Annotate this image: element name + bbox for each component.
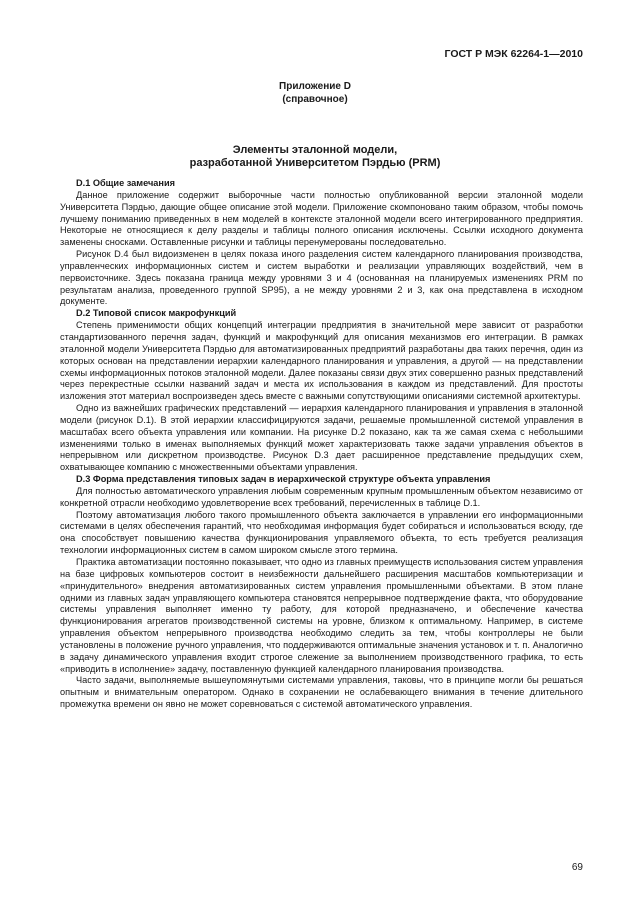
- paragraph-d3-1: Для полностью автоматического управления любым современным крупным промышленным объектом независимо от конкретной отрасли необходимо удовлетворение всех требований, перечисленных в таблице D.1.: [60, 485, 583, 508]
- paragraph-d2-1: Степень применимости общих концепций интеграции предприятия в значительной мере зависит от разработки стандартизованного перечня задач, функций и макрофункций для описания механизмов его интеграции. В рамках эталонной модели Университета Пэрдью для автоматизированных предприятий разработаны два таких перечня, один из которых основан на представлении иерархии календарного планирования и управления, а другой — на представлении схемы информационных потоков эталонной модели. Далее показаны связи двух этих совершенно разных представлений через перекрестные ссылки названий задач и места их использования в каждом из представлений. Для простоты изложения этот материал воспроизведен здесь вместе с важными сопутствующими описаниями системной архитектуры.: [60, 320, 583, 402]
- section-heading-d1: D.1 Общие замечания: [76, 178, 175, 188]
- document-body: [60, 178, 583, 711]
- paragraph-d1-2: Рисунок D.4 был видоизменен в целях показа иного разделения систем календарного планирования производства, управленческих информационных систем и систем выработки и реализации управляющих воздействий, чем в первоисточнике. Здесь показана граница между уровнями 3 и 4 (основанная на планируемых изменениях PRM по результатам анализа, проведенного группой SP95), а не между уровнями 2 и 3, как она представлена в исходном документе.: [60, 249, 583, 307]
- page-number: 69: [571, 862, 583, 873]
- document-title-line1: Элементы эталонной модели,: [232, 144, 398, 156]
- paragraph-d3-4: Часто задачи, выполняемые вышеупомянутыми системами управления, таковы, что в принципе могли бы решаться опытным и внимательным оператором. Однако в сохранении не ослабевающего внимания в течение длительного промежутка времени он явно не может соревноваться с системой автоматического управления.: [60, 675, 583, 710]
- appendix-title: Приложение D: [279, 81, 351, 92]
- section-heading-d2: D.2 Типовой список макрофункций: [76, 308, 237, 319]
- document-title-line2: разработанной Университетом Пэрдью (PRM): [189, 157, 441, 169]
- standard-header: ГОСТ Р МЭК 62264-1—2010: [444, 48, 583, 60]
- section-heading-d3: D.3 Форма представления типовых задач в иерархической структуре объекта управления: [76, 474, 491, 485]
- paragraph-d1-1: Данное приложение содержит выборочные части полностью опубликованной версии эталонной модели Университета Пэрдью, дающие общее описание этой модели. Приложение скомпоновано таким образом, чтобы помочь лучшему пониманию приведенных в нем моделей в контексте эталонной модели всего интегрированного предприятия. Некоторые не относящиеся к делу разделы и таблицы полного описания исключены. Ссылки исходного документа заменены сносками. Оставленные рисунки и таблицы перенумерованы последовательно.: [60, 189, 583, 248]
- paragraph-d3-3: Практика автоматизации постоянно показывает, что одно из главных преимуществ использования систем управления на базе цифровых компьютеров состоит в неизбежности дальнейшего расширения масштабов компьютеризации и «принудительного» внедрения автоматизированных систем управления промышленными объектами. В этом плане одними из главных задач управляющего компьютера становятся непрерывное подтверждение факта, что оборудование системы управления выполняет именно ту работу, для которой предназначено, и обеспечение качества функционирования агрегатов производственной системы на уровне, близком к оптимальному. Например, в системе управления объектом непрерывного производства необходимо следить за тем, чтобы контроллеры не были установлены в положение ручного управления, что поддерживаются оптимальные значения установок и т. п. Аналогично в задачу динамического управления входит строгое слежение за выполнением производственного графика, то есть «приводить в исполнение» задачу, поставленную функцией календарного планирования производства.: [60, 557, 583, 674]
- paragraph-d2-2: Одно из важнейших графических представлений — иерархия календарного планирования и управления в эталонной модели (рисунок D.1). В этой иерархии классифицируются задачи, решаемые промышленной системой управления в масштабах всего объекта управления или компании. На рисунке D.2 показано, как та же самая схема с небольшими изменениями только в именах выполняемых функций может характеризовать также задачи управления объектов в непрерывном или дискретном производстве. Рисунок D.3 дает расширенное представление предыдущих схем, охватывающее компанию с множественными объектами управления.: [60, 403, 583, 473]
- paragraph-d3-2: Поэтому автоматизация любого такого промышленного объекта заключается в управлении его информационными системами в целях обеспечения гарантий, что необходимая информация будет собираться и использоваться всюду, где она способствует повышению качества функционирования управляемого объекта, то есть требуется реализация технологии информационных систем в самом широком смысле этого термина.: [60, 509, 583, 556]
- appendix-subtitle: (справочное): [282, 94, 348, 105]
